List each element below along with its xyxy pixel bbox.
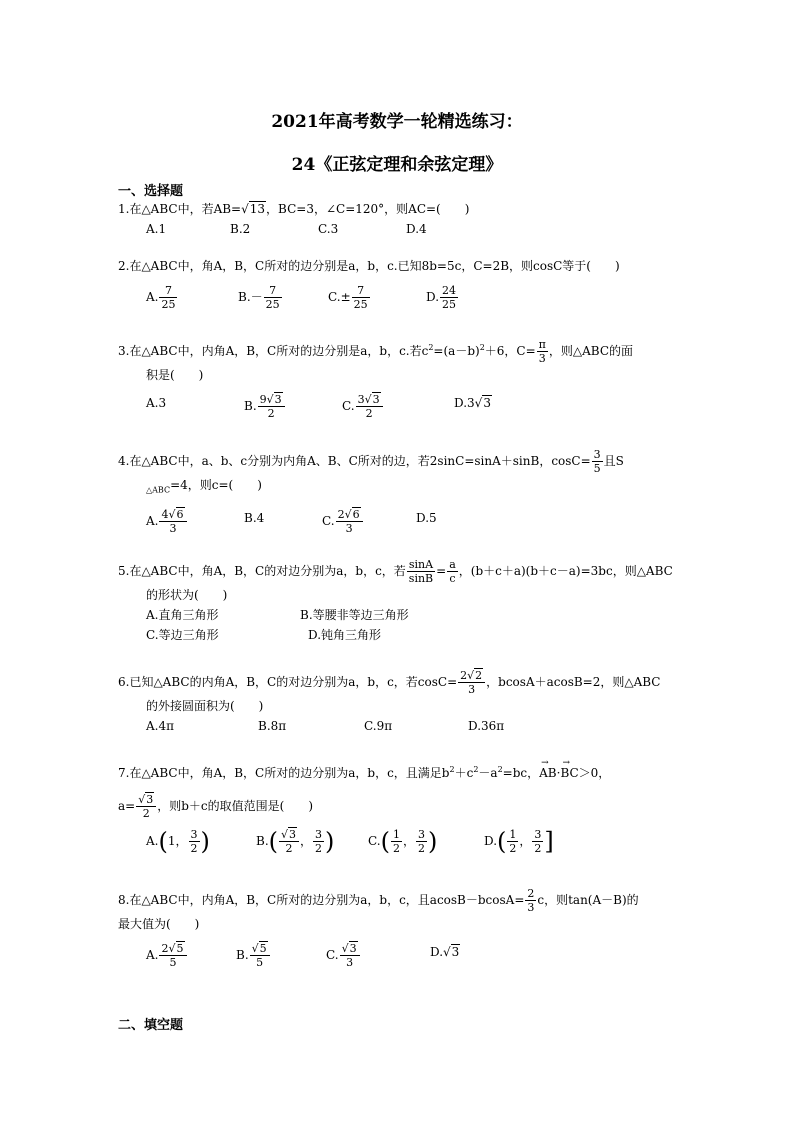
page-subtitle: 24《正弦定理和余弦定理》 [291, 155, 503, 175]
question-3-options [146, 385, 708, 423]
question-8-options [146, 934, 708, 972]
vector-ab: → AB [539, 763, 556, 783]
option-b: B.等腰非等边三角形 [300, 608, 409, 622]
option-d: D.√3 [430, 945, 460, 959]
option-a: A.1 [146, 222, 167, 236]
question-2 [118, 256, 708, 314]
section-heading-fill: 二、填空题 [118, 1018, 184, 1033]
option-b: B.8π [258, 719, 287, 733]
option-c: C.( $\frac{1}{2}$ ， $\frac{3}{2}$ ) [368, 827, 438, 856]
option-c: C. $\frac{2√6}{3}$ [322, 508, 364, 535]
option-a: A.4π [146, 719, 175, 733]
question-7-stem: 7.在△ABC中，角A，B，C所对的边分别为a，b，c，且满足$b^2+c^2-a^2=bc$，→ AB·→ BC＞0， [118, 760, 708, 783]
option-b: B. $\frac{√5}{5}$ [236, 942, 271, 969]
option-b: B.4 [244, 511, 265, 526]
option-c: C.3 [318, 222, 339, 236]
option-a: A. $\frac{4√6}{3}$ [146, 508, 188, 535]
question-3-stem: 3.在△ABC中，内角A，B，C所对的边分别是a，b，c.若$c^2=(a-b)^2+6$，C= $\frac{\pi}{3}$ ，则△ABC的面 [118, 338, 634, 365]
question-2-stem: 2.在△ABC中，角A，B，C所对的边分别是a，b，c.已知8b=5c，C=2B，则cosC等于( ) [118, 259, 620, 273]
option-d: D.5 [416, 511, 437, 526]
option-d: D.( $\frac{1}{2}$ ， $\frac{3}{2}$ ] [484, 827, 554, 856]
option-d: D. $\frac{24}{25}$ [426, 284, 457, 311]
option-c: C.等边三角形 [146, 628, 219, 642]
option-d: D.3√3 [454, 396, 491, 410]
question-1 [118, 199, 708, 245]
option-a: A. $\frac{2√5}{5}$ [146, 942, 188, 969]
question-4-stem: 4.在△ABC中，a、b、c分别为内角A、B、C所对的边，若2sinC=sinA＋sinB，cosC= $\frac{3}{5}$ 且S [118, 448, 624, 475]
question-4 [118, 448, 708, 538]
question-5-options-row2 [146, 625, 708, 645]
question-1-options [146, 219, 708, 245]
vector-bc: → BC [560, 763, 578, 783]
section-heading-choice: 一、选择题 [118, 184, 184, 199]
question-5 [118, 558, 708, 645]
question-7-stem-cont: a= $\frac{√3}{2}$ ，则b＋c的取值范围是( ) [118, 793, 314, 820]
option-b: B.2 [230, 222, 251, 236]
question-5-options-row1 [146, 605, 708, 625]
question-8-stem-cont: 最大值为( ) [118, 917, 200, 931]
question-1-stem: 1.在△ABC中，若AB=√13，BC=3，∠C=120°，则AC=( ) [118, 199, 708, 219]
question-4-stem-cont: $_{\triangle ABC}$=4，则c=( ) [146, 478, 262, 495]
option-a: A.直角三角形 [146, 608, 219, 622]
question-3 [118, 338, 708, 423]
option-b: B.( $\frac{√3}{2}$ ， $\frac{3}{2}$ ) [256, 827, 335, 856]
question-4-options [146, 500, 708, 538]
question-8 [118, 887, 708, 972]
option-a: A.3 [146, 396, 167, 410]
option-d: D.4 [406, 222, 427, 236]
option-b: B. $\frac{9√3}{2}$ [244, 393, 286, 420]
question-2-options [146, 276, 708, 314]
page-title: 2021年高考数学一轮精选练习： [271, 112, 523, 132]
question-5-stem-cont: 的形状为( ) [146, 588, 228, 602]
question-6 [118, 669, 708, 742]
question-3-stem-cont: 积是( ) [146, 368, 204, 382]
option-a: A.(1， $\frac{3}{2}$ ) [146, 827, 210, 856]
question-6-options [146, 716, 708, 742]
question-5-stem: 5.在△ABC中，角A，B，C的对边分别为a，b，c，若 $\frac{\sin A}{\sin B}$ = $\frac{a}{c}$ ，(b＋c＋a)(b＋c－a)=3bc，则△ABC [118, 558, 673, 585]
question-8-stem: 8.在△ABC中，内角A，B，C所对的边分别为a，b，c，且acosB－bcosA= $\frac{2}{3}$ c，则tan(A－B)的 [118, 887, 639, 914]
option-a: A. $\frac{7}{25}$ [146, 284, 176, 311]
option-c: C.9π [364, 719, 393, 733]
option-c: C.± $\frac{7}{25}$ [328, 284, 368, 311]
option-c: C. $\frac{3√3}{2}$ [342, 393, 384, 420]
question-6-stem-cont: 的外接圆面积为( ) [146, 699, 264, 713]
question-6-stem: 6.已知△ABC的内角A，B，C的对边分别为a，b，c，若cosC= $\frac{2√2}{3}$ ，bcosA＋acosB=2，则△ABC [118, 669, 661, 696]
option-c: C. $\frac{√3}{3}$ [326, 942, 361, 969]
option-d: D.36π [468, 719, 505, 733]
sqrt: √13 [241, 202, 266, 216]
option-d: D.钝角三角形 [308, 628, 382, 642]
question-7-options [146, 820, 708, 858]
question-7 [118, 760, 708, 858]
option-b: B.－ $\frac{7}{25}$ [238, 284, 280, 311]
